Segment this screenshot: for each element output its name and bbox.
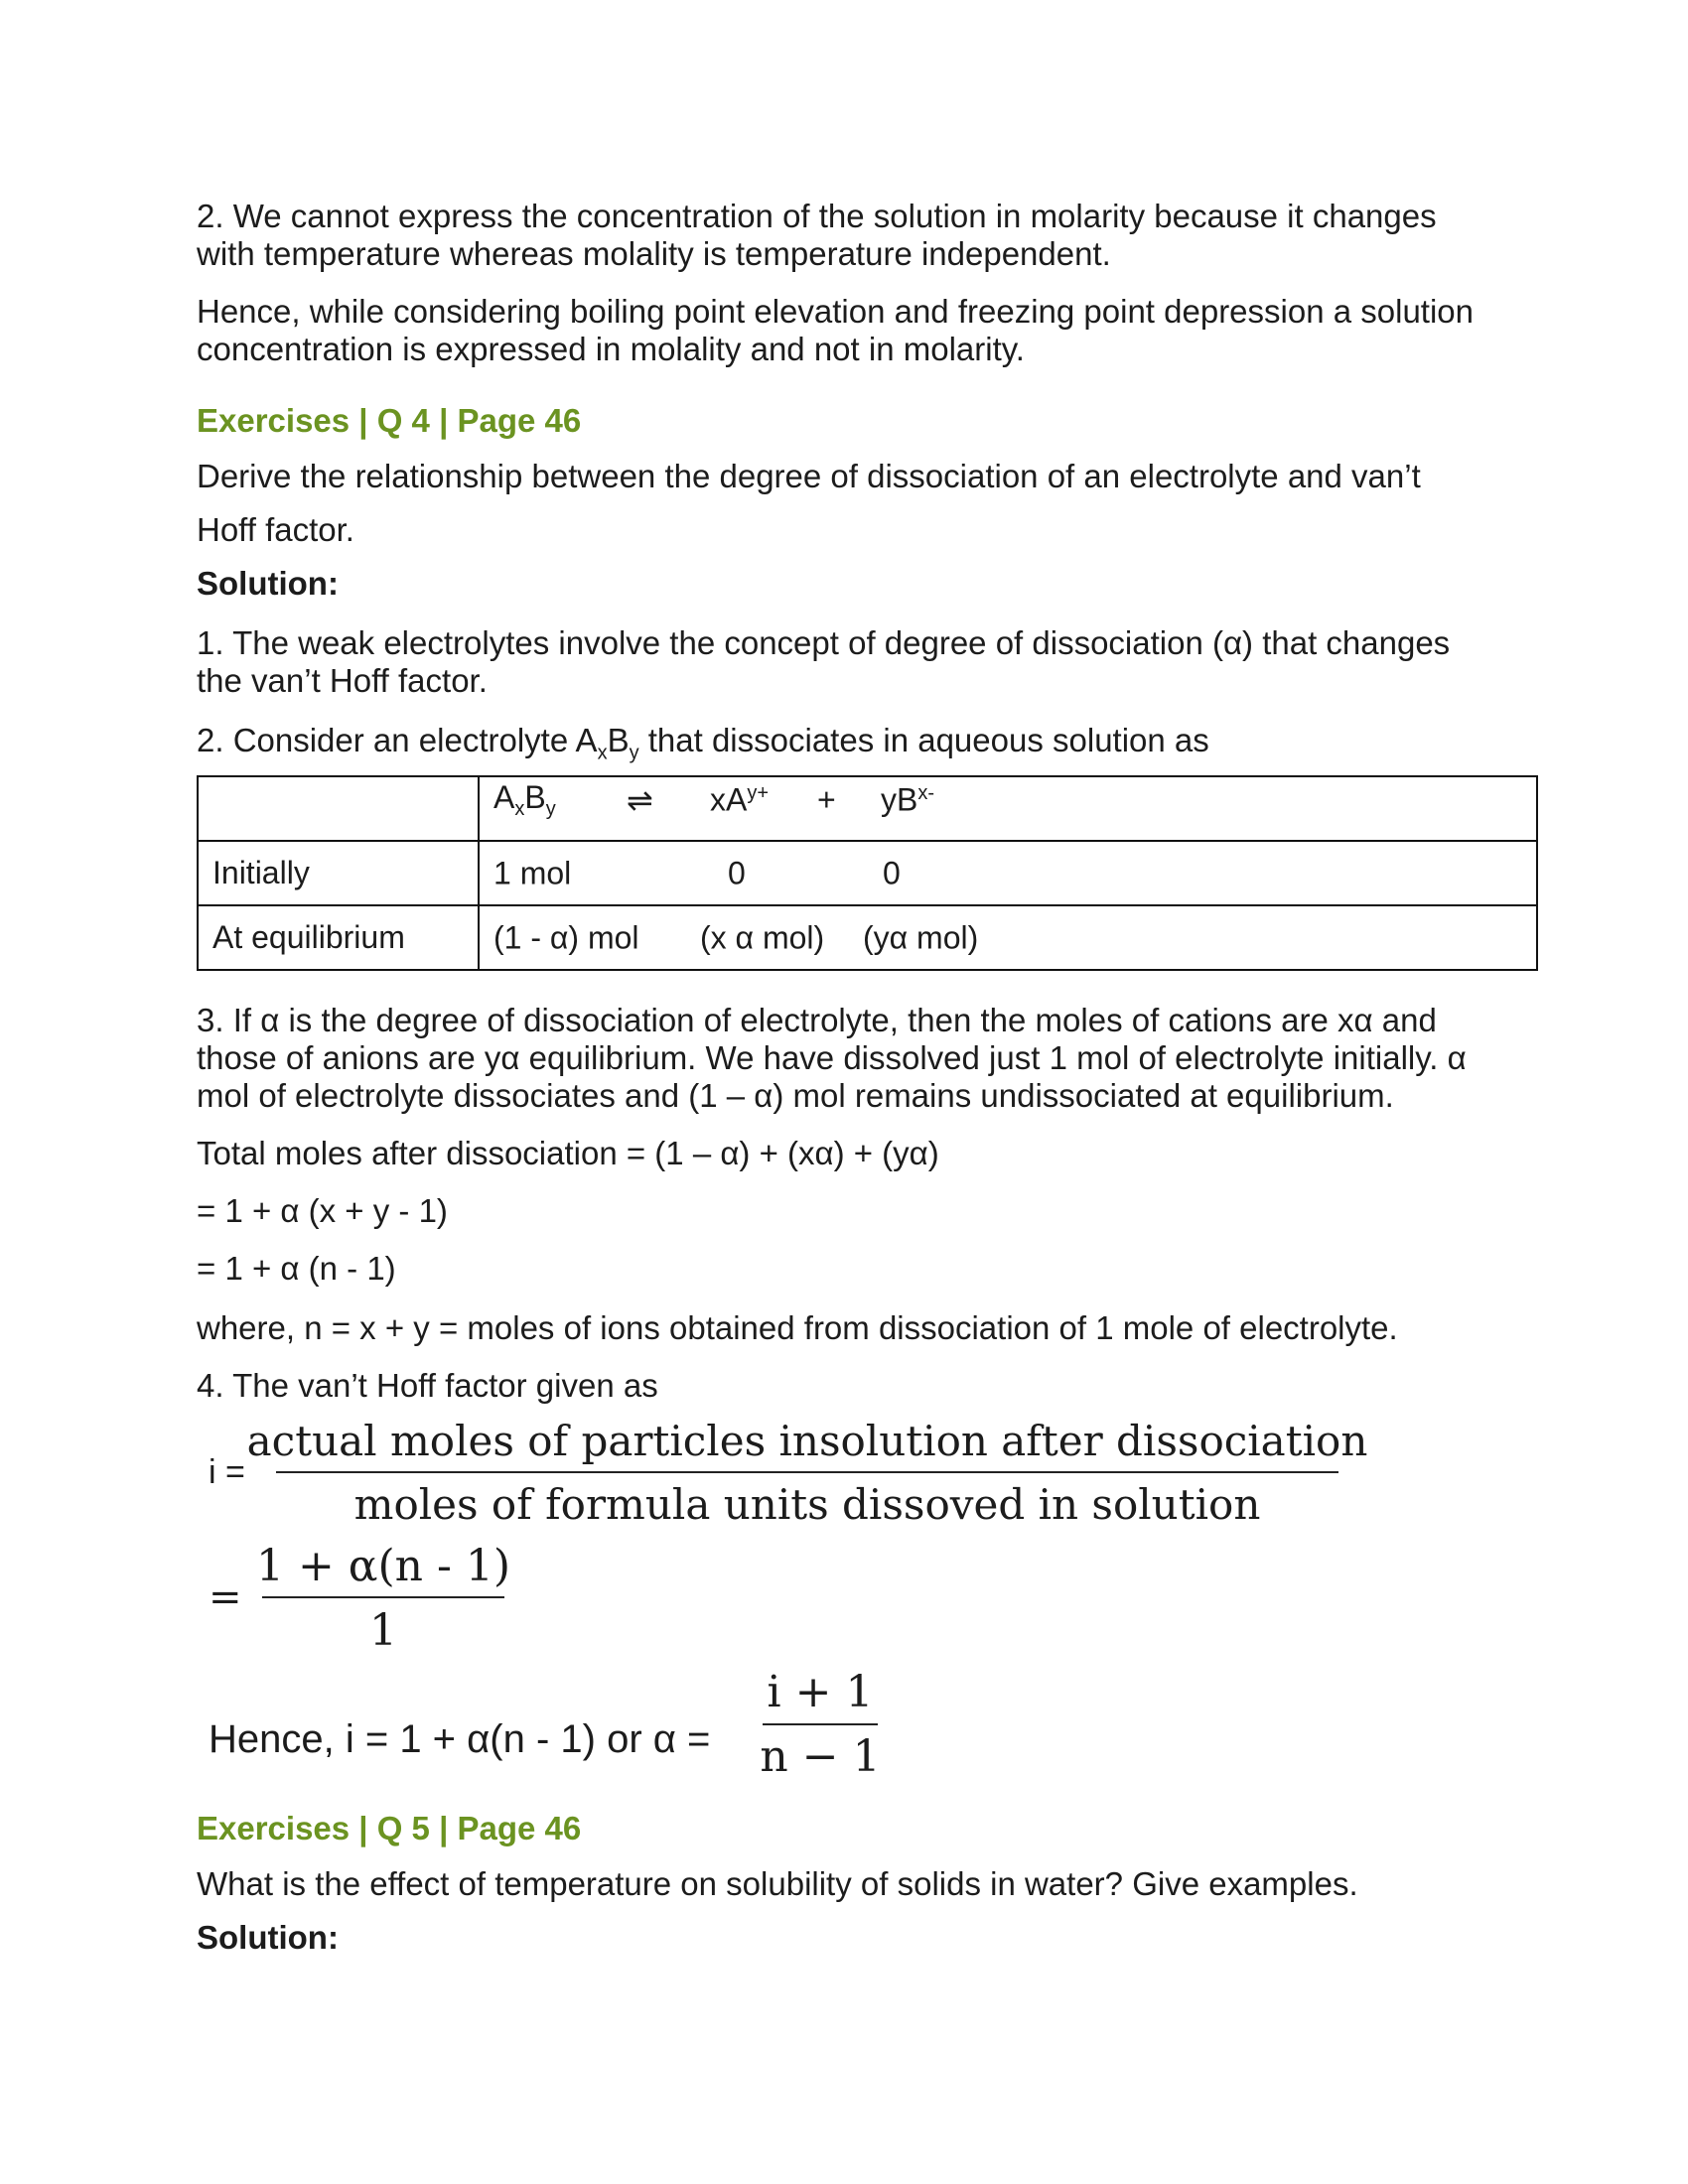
alpha-fraction <box>760 1664 881 1787</box>
table-header-row <box>198 776 1537 841</box>
q4-solution-label: Solution: <box>197 565 339 602</box>
simplified-denominator: 1 <box>369 1605 397 1656</box>
step2-sub-y: y <box>629 742 639 764</box>
alpha-numerator: i + 1 <box>767 1667 874 1717</box>
equals-sign: = <box>209 1574 242 1620</box>
cation-charge: y+ <box>747 781 770 804</box>
reactant-sub-x: x <box>514 797 525 820</box>
reactant-b: B <box>524 778 546 815</box>
q4-step3-line-3: mol of electrolyte dissociates and (1 – α) mol remains undissociated at equilibrium. <box>197 1077 1394 1114</box>
simplified-bar <box>262 1596 504 1598</box>
row-values <box>479 841 1537 905</box>
total-moles-line: Total moles after dissociation = (1 – α) + (xα) + (yα) <box>197 1135 939 1171</box>
anion-symbol: yB <box>881 781 918 817</box>
q4-step3-line-2: those of anions are yα equilibrium. We have dissolved just 1 mol of electrolyte initially. α <box>197 1039 1467 1076</box>
intro-para-1-line-2: with temperature whereas molality is temperature independent. <box>197 235 1111 272</box>
van-t-hoff-fraction <box>246 1416 1368 1533</box>
q4-step4: 4. The van’t Hoff factor given as <box>197 1367 658 1404</box>
step2-b: B <box>607 722 630 758</box>
anion-charge: x- <box>917 781 935 804</box>
q4-step2 <box>197 721 1209 773</box>
equation-line-2: = 1 + α (n - 1) <box>197 1250 396 1287</box>
fraction-numerator: actual moles of particles insolution after dissociation <box>246 1417 1368 1465</box>
intro-para-2-line-1: Hence, while considering boiling point elevation and freezing point depression a solution <box>197 293 1475 330</box>
table-row <box>198 841 1537 905</box>
step2-suffix: that dissociates in aqueous solution as <box>638 722 1209 758</box>
table-row <box>198 905 1537 970</box>
fraction-denominator: moles of formula units dissoved in solution <box>353 1480 1261 1529</box>
q5-solution-label: Solution: <box>197 1919 339 1956</box>
equilibrium-anion: (yα mol) <box>863 919 979 955</box>
row-label: At equilibrium <box>198 905 479 970</box>
intro-para-2-line-2: concentration is expressed in molality and not in molarity. <box>197 331 1025 367</box>
q5-heading: Exercises | Q 5 | Page 46 <box>197 1810 582 1846</box>
q4-step3-line-1: 3. If α is the degree of dissociation of electrolyte, then the moles of cations are xα and <box>197 1002 1437 1038</box>
q4-step1-line-1: 1. The weak electrolytes involve the concept of degree of dissociation (α) that changes <box>197 624 1451 661</box>
fraction-bar <box>276 1471 1338 1473</box>
q4-question-line-2: Hoff factor. <box>197 511 354 548</box>
initial-cation: 0 <box>728 855 746 890</box>
intro-para-1-line-1: 2. We cannot express the concentration of the solution in molarity because it changes <box>197 198 1437 234</box>
q4-step1-line-2: the van’t Hoff factor. <box>197 662 488 699</box>
equilibrium-cation: (x α mol) <box>700 919 825 955</box>
row-label: Initially <box>198 841 479 905</box>
equation-line-1: = 1 + α (x + y - 1) <box>197 1192 448 1229</box>
alpha-bar <box>763 1723 878 1725</box>
reactant-a: A <box>493 778 515 815</box>
equilibrium-reactant: (1 - α) mol <box>493 919 639 955</box>
q4-heading: Exercises | Q 4 | Page 46 <box>197 402 582 439</box>
reactant-sub-y: y <box>545 797 556 820</box>
cation-symbol: xA <box>710 781 748 817</box>
table-header-equation-cell <box>479 776 1537 841</box>
hence-line: Hence, i = 1 + α(n - 1) or α = <box>209 1717 711 1761</box>
plus-sign: + <box>817 781 836 817</box>
alpha-denominator: n − 1 <box>760 1731 881 1782</box>
simplified-fraction <box>255 1539 511 1662</box>
initial-reactant: 1 mol <box>493 855 572 890</box>
reactant-formula <box>493 778 556 820</box>
cation-formula <box>710 781 769 818</box>
simplified-numerator: 1 + α(n - 1) <box>255 1541 511 1591</box>
equilibrium-arrow: ⇌ <box>627 781 653 818</box>
where-line: where, n = x + y = moles of ions obtained from dissociation of 1 mole of electrolyte. <box>197 1309 1398 1346</box>
table-header-empty-cell <box>198 776 479 841</box>
anion-formula <box>881 781 934 818</box>
dissociation-table <box>197 775 1538 971</box>
step2-prefix: 2. Consider an electrolyte A <box>197 722 598 758</box>
row-values <box>479 905 1537 970</box>
q4-question-line-1: Derive the relationship between the degree of dissociation of an electrolyte and van’t <box>197 458 1421 494</box>
q5-question: What is the effect of temperature on solubility of solids in water? Give examples. <box>197 1865 1358 1902</box>
i-equals: i = <box>209 1453 245 1491</box>
step2-sub-x: x <box>597 742 608 764</box>
initial-anion: 0 <box>883 855 901 890</box>
